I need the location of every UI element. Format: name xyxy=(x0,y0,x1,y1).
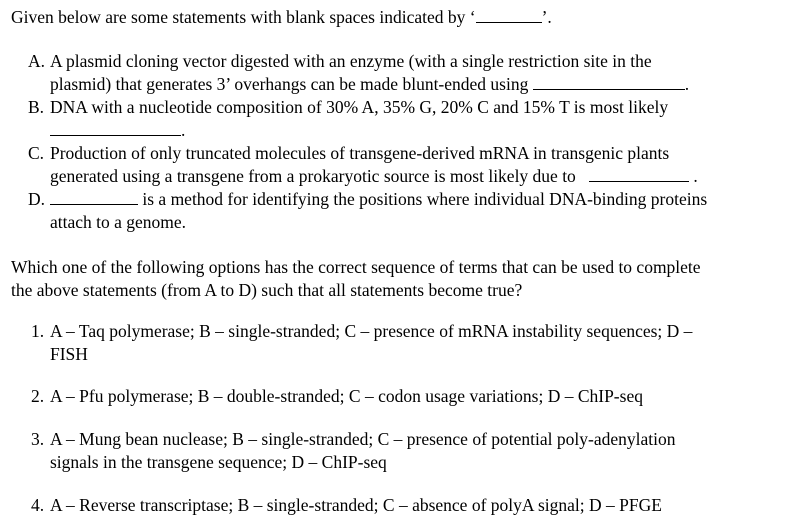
statement-b-line1: DNA with a nucleotide composition of 30% A, 35% G, 20% C and 15% T is most likely xyxy=(50,97,669,117)
statement-b-line2 xyxy=(50,119,185,141)
statement-b-period: . xyxy=(181,120,186,140)
statement-d-label: D. xyxy=(28,189,46,209)
option-3-line2: signals in the transgene sequence; D – ChIP-seq xyxy=(50,452,387,472)
intro-text xyxy=(11,6,552,28)
statement-a-period: . xyxy=(684,74,690,94)
statement-b-label: B. xyxy=(28,97,45,117)
option-3-line1: A – Mung bean nuclease; B – single-stranded; C – presence of potential poly-adenylation xyxy=(50,429,676,449)
option-4-line1: A – Reverse transcriptase; B – single-stranded; C – absence of polyA signal; D – PFGE xyxy=(50,495,662,515)
statement-a-label: A. xyxy=(28,51,46,71)
question-line1: Which one of the following options has the correct sequence of terms that can be used to complete xyxy=(11,257,701,277)
question-line2: the above statements (from A to D) such that all statements become true? xyxy=(11,280,523,300)
option-1-line2: FISH xyxy=(50,344,88,364)
statement-c-line1: Production of only truncated molecules of transgene-derived mRNA in transgenic plants xyxy=(50,143,670,163)
intro-text-start: Given below are some statements with blank spaces indicated by ‘ xyxy=(11,7,476,27)
option-3-label: 3. xyxy=(31,429,45,449)
statement-d-text: is a method for identifying the positions where individual DNA-binding proteins xyxy=(142,189,708,209)
statement-b-blank xyxy=(50,120,181,136)
option-1-line1: A – Taq polymerase; B – single-stranded; C – presence of mRNA instability sequences; D – xyxy=(50,321,693,341)
statement-c-period: . xyxy=(693,166,698,186)
statement-a-text: plasmid) that generates 3’ overhangs can be made blunt-ended using xyxy=(50,74,529,94)
intro-text-end: ’. xyxy=(541,7,552,27)
option-2-label: 2. xyxy=(31,386,45,406)
statement-a-line1: A plasmid cloning vector digested with an enzyme (with a single restriction site in the xyxy=(50,51,652,71)
statement-c-blank xyxy=(589,166,689,182)
statement-d-line1 xyxy=(50,188,707,210)
statement-c-label: C. xyxy=(28,143,45,163)
statement-d-blank xyxy=(50,189,138,205)
statement-d-line2: attach to a genome. xyxy=(50,212,187,232)
option-4-label: 4. xyxy=(31,495,45,515)
statement-a-blank xyxy=(533,74,685,90)
option-1-label: 1. xyxy=(31,321,45,341)
option-2-line1: A – Pfu polymerase; B – double-stranded; C – codon usage variations; D – ChIP-seq xyxy=(50,386,643,406)
statement-c-text: generated using a transgene from a prokaryotic source is most likely due to xyxy=(50,166,576,186)
statement-a-line2 xyxy=(50,73,689,95)
blank-example xyxy=(476,7,542,23)
statement-c-line2 xyxy=(50,165,698,187)
